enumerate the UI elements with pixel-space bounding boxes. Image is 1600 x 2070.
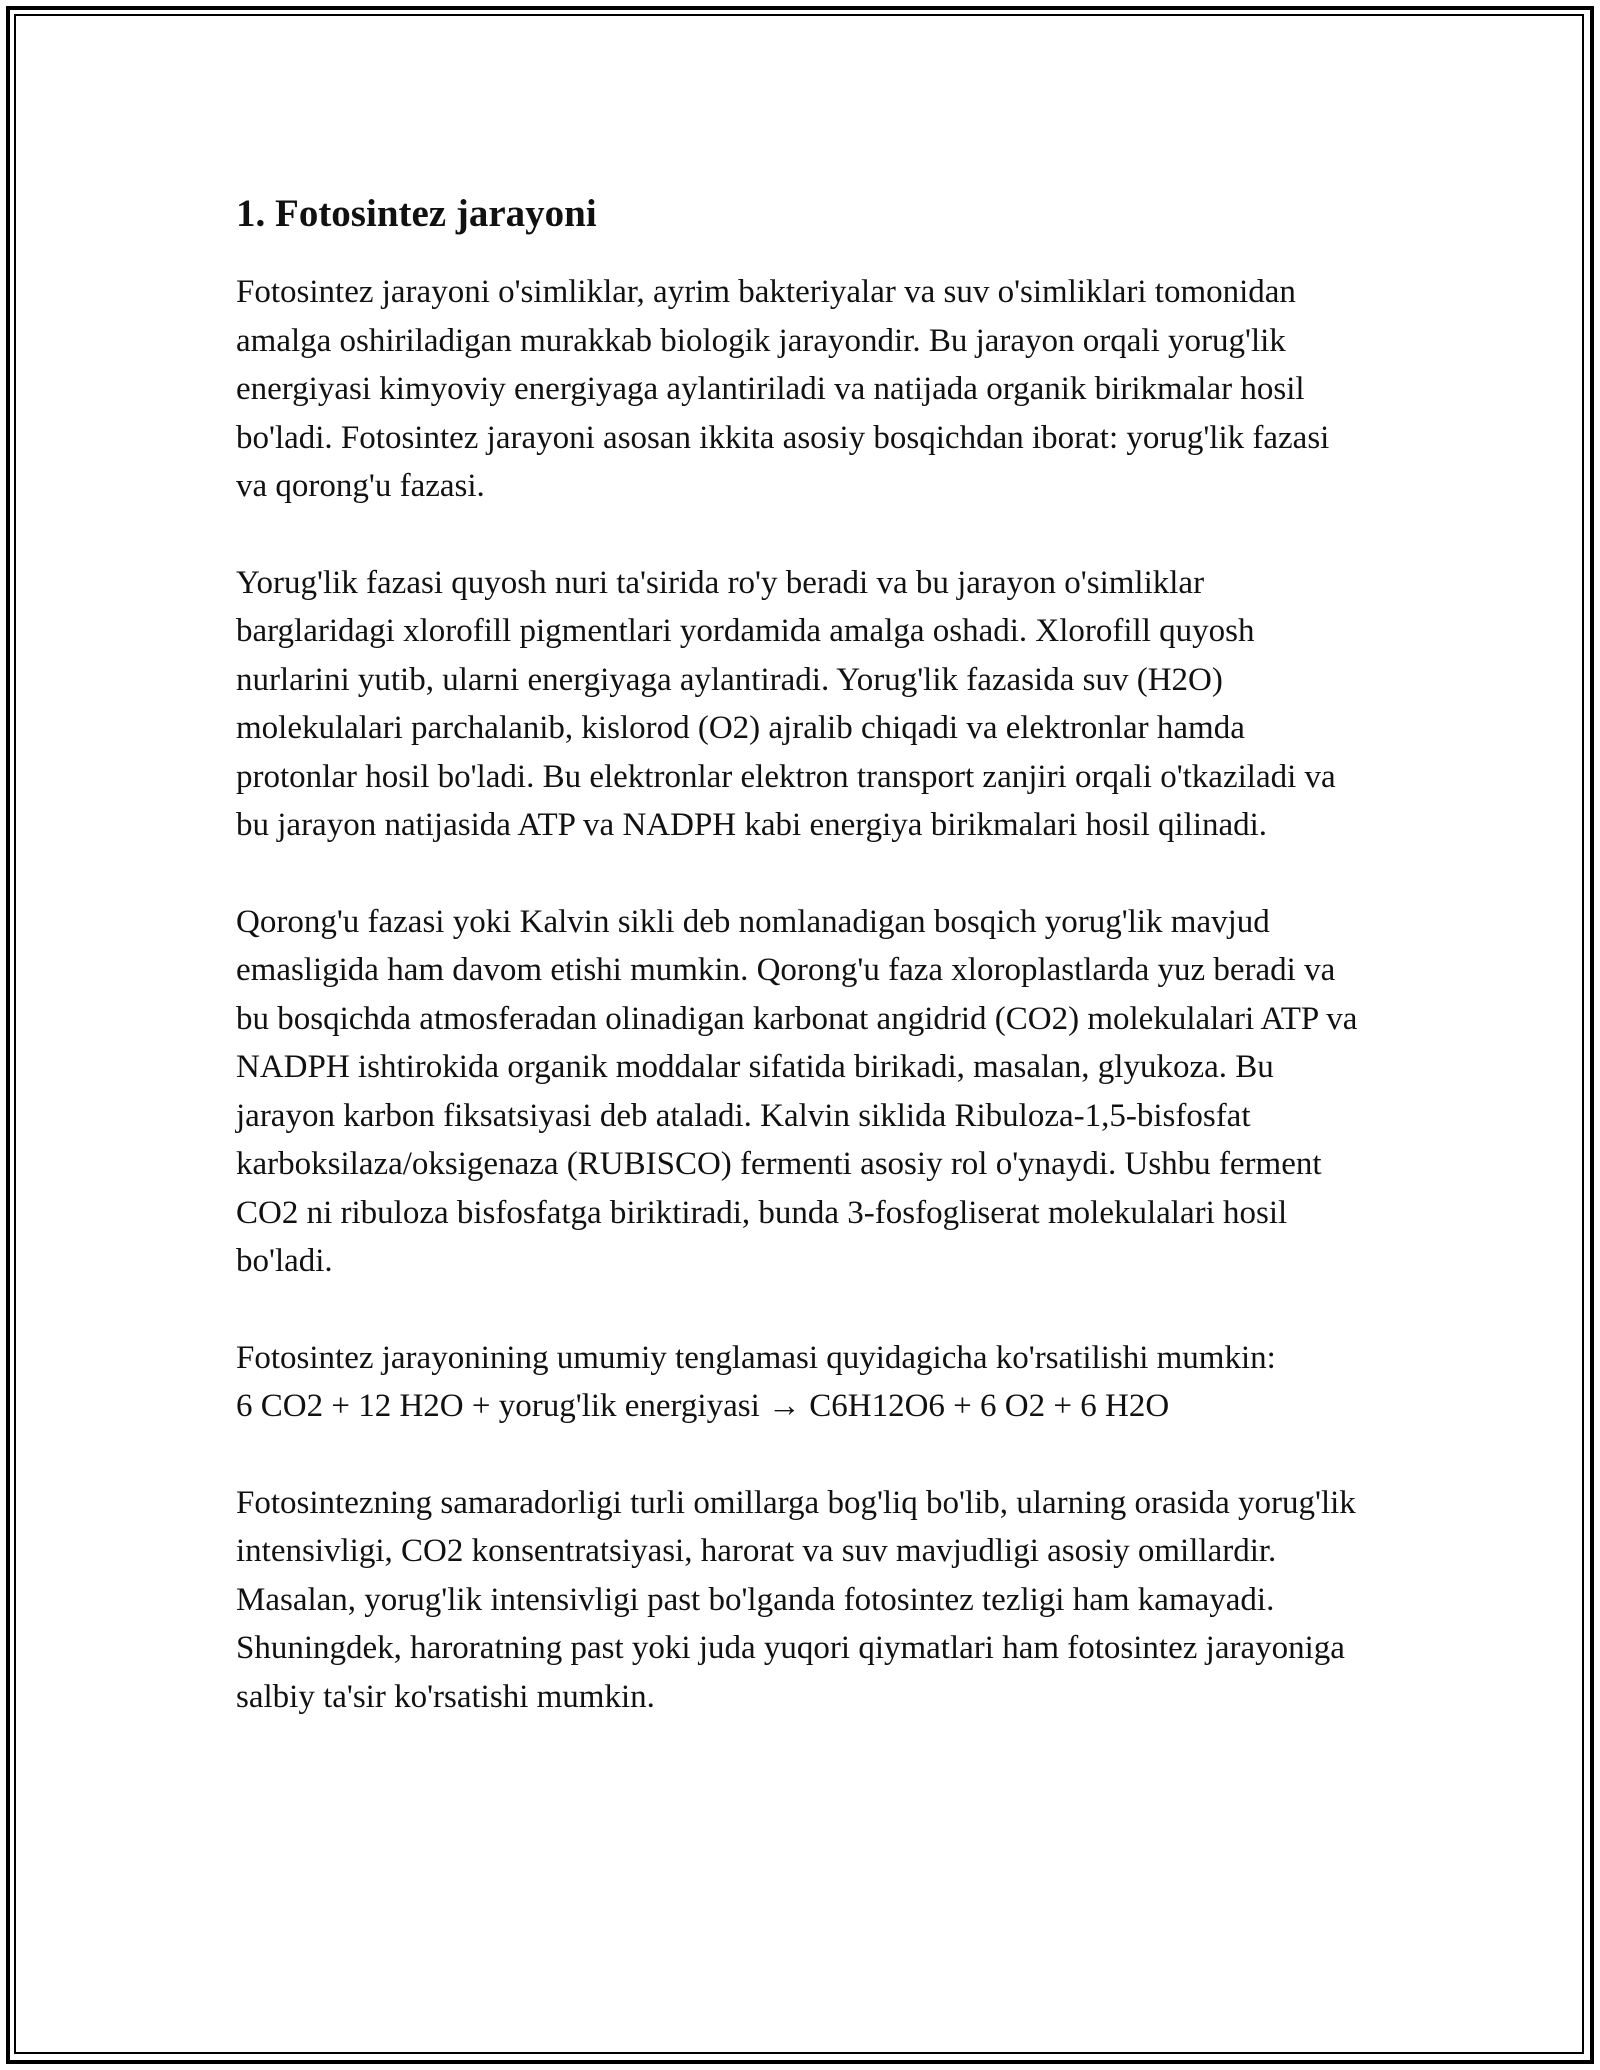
section-title: 1. Fotosintez jarayoni: [236, 192, 597, 235]
paragraph-intro: Fotosintez jarayoni o'simliklar, ayrim bakteriyalar va suv o'simliklari tomonidan amalga oshiriladigan murakkab biologik jarayondir. Bu jarayon orqali yorug'lik energiyasi kimyoviy energiyaga aylantiriladi va natijada organik birikmalar hosil bo'ladi. Fotosintez jarayoni asosan ikkita asosiy bosqichdan iborat: yorug'lik fazasi va qorong'u fazasi.: [236, 274, 1330, 504]
document-body: [236, 186, 1366, 1769]
photosynthesis-equation: 6 CO2 + 12 H2O + yorug'lik energiyasi → C6H12O6 + 6 O2 + 6 H2O: [236, 1388, 1170, 1424]
paragraph-equation-intro: Fotosintez jarayonining umumiy tenglamasi quyidagicha ko'rsatilishi mumkin:: [236, 1339, 1276, 1376]
paragraph-dark-phase: Qorong'u fazasi yoki Kalvin sikli deb nomlanadigan bosqich yorug'lik mavjud emasligida ham davom etishi mumkin. Qorong'u faza xloroplastlarda yuz beradi va bu bosqichda atmosferadan olinadigan karbonat angidrid (CO2) molekulalari ATP va NADPH ishtirokida organik moddalar sifatida birikadi, masalan, glyukoza. Bu jarayon karbon fiksatsiyasi deb ataladi. Kalvin siklida Ribuloza-1,5-bisfosfat karboksilaza/oksigenaza (RUBISCO) fermenti asosiy rol o'ynaydi. Ushbu ferment CO2 ni ribuloza bisfosfatga biriktiradi, bunda 3-fosfogliserat molekulalari hosil bo'ladi.: [236, 903, 1358, 1279]
paragraph-light-phase: Yorug'lik fazasi quyosh nuri ta'sirida ro'y beradi va bu jarayon o'simliklar barglaridagi xlorofill pigmentlari yordamida amalga oshadi. Xlorofill quyosh nurlarini yutib, ularni energiyaga aylantiradi. Yorug'lik fazasida suv (H2O) molekulalari parchalanib, kislorod (O2) ajralib chiqadi va elektronlar hamda protonlar hosil bo'ladi. Bu elektronlar elektron transport zanjiri orqali o'tkaziladi va bu jarayon natijasida ATP va NADPH kabi energiya birikmalari hosil qilinadi.: [236, 564, 1336, 843]
paragraph-efficiency: Fotosintezning samaradorligi turli omillarga bog'liq bo'lib, ularning orasida yorug'lik intensivligi, CO2 konsentratsiyasi, harorat va suv mavjudligi asosiy omillardir. Masalan, yorug'lik intensivligi past bo'lganda fotosintez tezligi ham kamayadi. Shuningdek, haroratning past yoki juda yuqori qiymatlari ham fotosintez jarayoniga salbiy ta'sir ko'rsatishi mumkin.: [236, 1484, 1356, 1715]
